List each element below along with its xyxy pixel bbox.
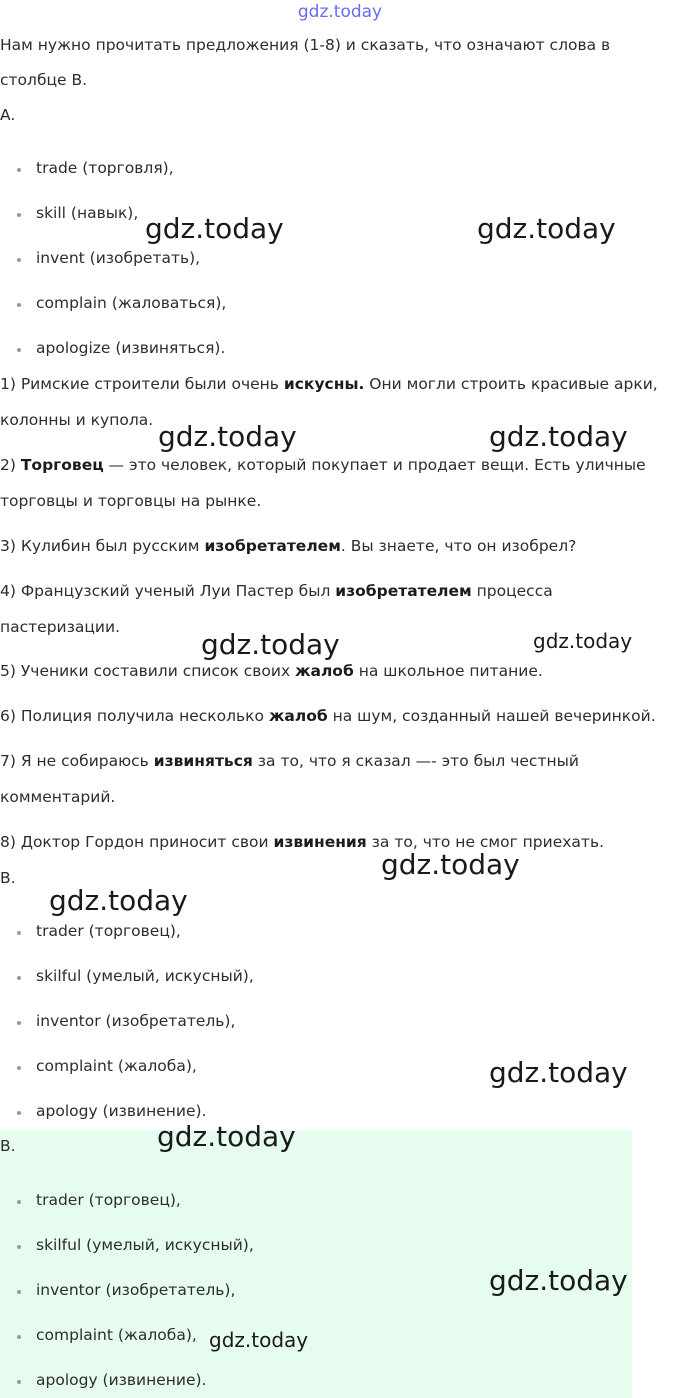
list-item: skilful (умелый, искусный), xyxy=(36,1236,254,1254)
list-item: apology (извинение). xyxy=(36,1102,207,1120)
watermark: gdz.today xyxy=(49,884,188,917)
highlight-section-label: B. xyxy=(0,1137,16,1155)
sentence-8: 8) Доктор Гордон приносит свои извинения за то, что не смог приехать. xyxy=(0,833,605,851)
watermark: gdz.today xyxy=(533,629,633,653)
sentence-6: 6) Полиция получила несколько жалоб на шум, созданный нашей вечеринкой. xyxy=(0,707,656,725)
sentence-7-continued: комментарий. xyxy=(0,788,116,806)
sentence-2: 2) Торговец — это человек, который покупает и продает вещи. Есть уличные xyxy=(0,456,646,474)
list-item: trade (торговля), xyxy=(36,159,174,177)
bullet xyxy=(17,1021,21,1025)
bullet xyxy=(17,168,21,172)
sentence-1-continued: колонны и купола. xyxy=(0,411,154,429)
bullet xyxy=(17,1380,21,1384)
sentence-7: 7) Я не собираюсь извиняться за то, что я сказал —- это был честный xyxy=(0,752,579,770)
bullet xyxy=(17,976,21,980)
list-item: inventor (изобретатель), xyxy=(36,1281,236,1299)
bullet xyxy=(17,931,21,935)
list-item: complaint (жалоба), xyxy=(36,1057,197,1075)
bullet xyxy=(17,1245,21,1249)
list-item: invent (изобретать), xyxy=(36,249,201,267)
list-item: trader (торговец), xyxy=(36,1191,181,1209)
watermark: gdz.today xyxy=(201,628,340,661)
bullet xyxy=(17,348,21,352)
list-item: apology (извинение). xyxy=(36,1371,207,1389)
watermark: gdz.today xyxy=(145,212,284,245)
section-b-label: B. xyxy=(0,869,16,887)
watermark: gdz.today xyxy=(381,848,520,881)
sentence-4: 4) Французский ученый Луи Пастер был изобретателем процесса xyxy=(0,582,553,600)
watermark: gdz.today xyxy=(157,1120,296,1153)
sentence-5: 5) Ученики составили список своих жалоб на школьное питание. xyxy=(0,662,543,680)
list-item: skill (навык), xyxy=(36,204,139,222)
site-header-watermark: gdz.today xyxy=(297,2,383,22)
list-item: trader (торговец), xyxy=(36,922,181,940)
list-item: complain (жаловаться), xyxy=(36,294,227,312)
bullet xyxy=(17,1335,21,1339)
intro-line-1: Нам нужно прочитать предложения (1-8) и сказать, что означают слова в xyxy=(0,36,611,54)
watermark: gdz.today xyxy=(209,1328,309,1352)
list-item: apologize (извиняться). xyxy=(36,339,226,357)
bullet xyxy=(17,1066,21,1070)
sentence-2-continued: торговцы и торговцы на рынке. xyxy=(0,492,262,510)
bullet xyxy=(17,213,21,217)
list-item: skilful (умелый, искусный), xyxy=(36,967,254,985)
watermark: gdz.today xyxy=(158,420,297,453)
watermark: gdz.today xyxy=(489,1056,628,1089)
sentence-1: 1) Римские строители были очень искусны. Они могли строить красивые арки, xyxy=(0,375,658,393)
watermark: gdz.today xyxy=(489,1264,628,1297)
bullet xyxy=(17,258,21,262)
section-a-label: A. xyxy=(0,106,16,124)
bullet xyxy=(17,1111,21,1115)
watermark: gdz.today xyxy=(477,212,616,245)
watermark: gdz.today xyxy=(489,420,628,453)
list-item: inventor (изобретатель), xyxy=(36,1012,236,1030)
bullet xyxy=(17,1290,21,1294)
bullet xyxy=(17,1200,21,1204)
intro-line-2: столбце B. xyxy=(0,71,88,89)
list-item: complaint (жалоба), xyxy=(36,1326,197,1344)
bullet xyxy=(17,303,21,307)
sentence-3: 3) Кулибин был русским изобретателем. Вы знаете, что он изобрел? xyxy=(0,537,577,555)
sentence-4-continued: пастеризации. xyxy=(0,618,120,636)
